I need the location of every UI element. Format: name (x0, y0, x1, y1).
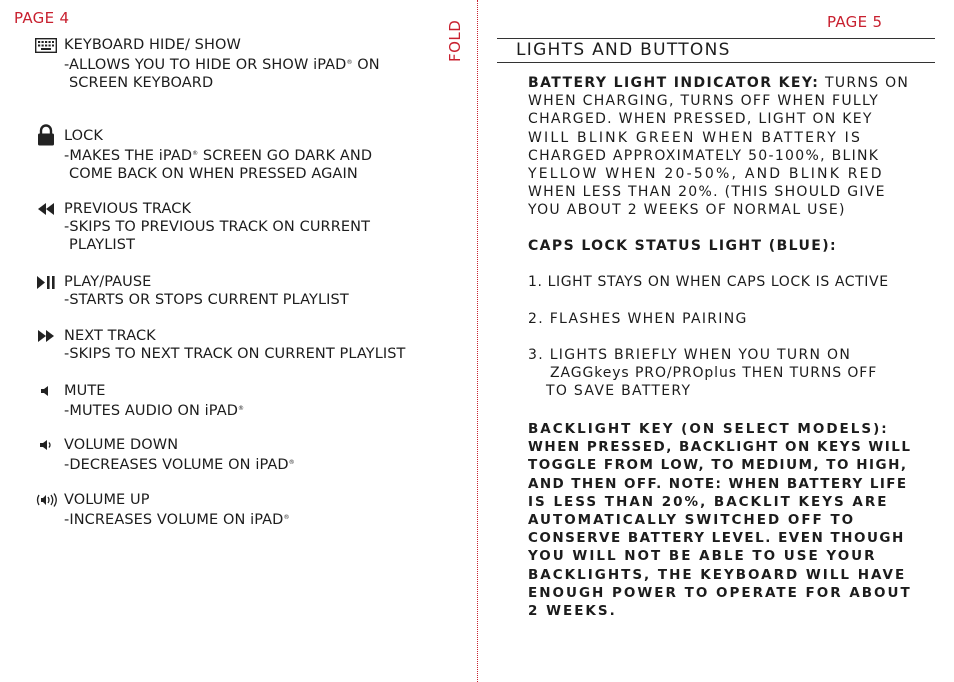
key-description: -MAKES THE iPAD® SCREEN GO DARK AND (64, 148, 373, 165)
volume-down-icon (34, 437, 58, 453)
key-description-cont: COME BACK ON WHEN PRESSED AGAIN (69, 166, 358, 183)
caps-item-2: 2. FLASHES WHEN PAIRING (528, 311, 748, 327)
rewind-icon (34, 201, 58, 217)
key-title: MUTE (64, 383, 106, 399)
key-item-next-track (34, 327, 454, 363)
fast-forward-icon (34, 328, 58, 344)
caps-lock-section (528, 237, 938, 255)
section-title: LIGHTS AND BUTTONS (516, 40, 731, 60)
key-description: -ALLOWS YOU TO HIDE OR SHOW iPAD® ON (64, 57, 380, 74)
battery-heading: BATTERY LIGHT INDICATOR KEY: (528, 75, 820, 91)
page-number-left: PAGE 4 (14, 9, 70, 27)
caps-item-1: 1. LIGHT STAYS ON WHEN CAPS LOCK IS ACTIVE (528, 274, 889, 290)
key-item-volume-down (34, 436, 454, 474)
key-title: PLAY/PAUSE (64, 274, 152, 290)
key-description: -MUTES AUDIO ON iPAD® (64, 403, 245, 420)
title-rule-bottom (497, 62, 935, 63)
key-title: LOCK (64, 128, 104, 144)
key-title: KEYBOARD HIDE/ SHOW (64, 37, 241, 53)
page-number-right: PAGE 5 (827, 13, 883, 31)
backlight-key-paragraph: BACKLIGHT KEY (ON SELECT MODELS): WHEN PRESSED, BACKLIGHT ON KEYS WILL TOGGLE FROM LOW, TO MEDIUM, TO HIGH, AND THEN OFF. NOTE: WHEN BATTERY LIFE IS LESS THAN 20%, BACKLIT KEYS ARE AUTOMATICALLY SWITCHED OFF TO CONSERVE BATTERY LEVEL. EVEN THOUGH YOU WILL NOT BE ABLE TO USE YOUR BACKLIGHTS, THE KEYBOARD WILL HAVE ENOUGH POWER TO OPERATE FOR ABOUT 2 WEEKS. (528, 421, 912, 620)
key-description: -SKIPS TO PREVIOUS TRACK ON CURRENT (64, 219, 371, 236)
key-description: -SKIPS TO NEXT TRACK ON CURRENT PLAYLIST (64, 346, 406, 363)
mute-speaker-icon (34, 383, 58, 399)
fold-label: FOLD (446, 19, 464, 62)
key-title: PREVIOUS TRACK (64, 201, 192, 217)
key-title: VOLUME UP (64, 492, 150, 508)
caps-item-3: 3. LIGHTS BRIEFLY WHEN YOU TURN ON ZAGGkeys PRO/PROplus THEN TURNS OFF TO SAVE BATTERY (528, 347, 878, 400)
battery-indicator-paragraph: BATTERY LIGHT INDICATOR KEY: TURNS ON WHEN CHARGING, TURNS OFF WHEN FULLY CHARGED. WHEN PRESSED, LIGHT ON KEY WILL BLINK GREEN WHEN BATTERY IS CHARGED APPROXIMATELY 50-100%, BLINK YELLOW WHEN 20-50%, AND BLINK RED WHEN LESS THAN 20%. (THIS SHOULD GIVE YOU ABOUT 2 WEEKS OF NORMAL USE) (528, 75, 910, 219)
play-pause-icon (34, 274, 58, 290)
key-description: -INCREASES VOLUME ON iPAD® (64, 512, 290, 529)
key-item-lock (34, 127, 454, 184)
volume-up-icon (34, 492, 58, 508)
key-description-cont: SCREEN KEYBOARD (69, 75, 214, 92)
lock-icon (34, 124, 58, 146)
key-description: -STARTS OR STOPS CURRENT PLAYLIST (64, 292, 349, 309)
key-title: VOLUME DOWN (64, 437, 179, 453)
key-item-volume-up (34, 491, 454, 529)
key-item-previous-track (34, 200, 454, 255)
key-description-cont: PLAYLIST (69, 237, 136, 254)
key-description: -DECREASES VOLUME ON iPAD® (64, 457, 295, 474)
key-title: NEXT TRACK (64, 328, 156, 344)
title-rule-top (497, 38, 935, 39)
key-item-keyboard (34, 36, 454, 93)
fold-divider (477, 0, 478, 682)
caps-heading: CAPS LOCK STATUS LIGHT (BLUE): (528, 238, 837, 254)
keyboard-icon (34, 37, 58, 53)
key-item-play-pause (34, 273, 454, 309)
key-item-mute (34, 382, 454, 420)
